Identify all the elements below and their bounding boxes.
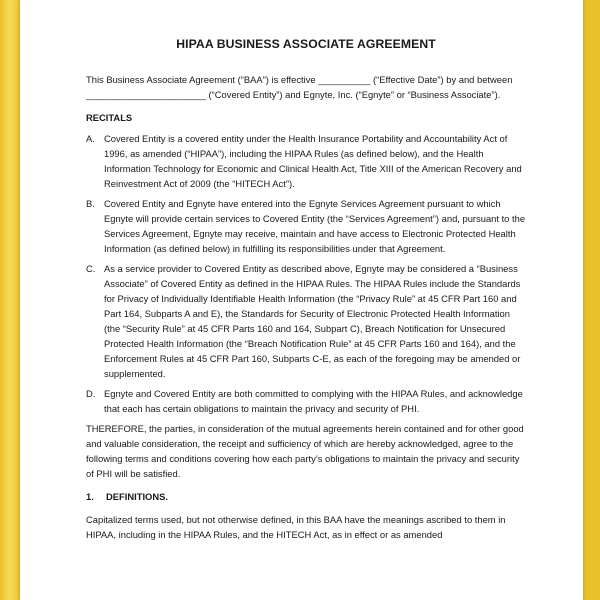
intro-text-2: (“Effective Date”) by and between (370, 74, 513, 85)
recital-marker: C. (86, 263, 96, 274)
effective-date-blank: __________ (318, 74, 371, 85)
recital-text: As a service provider to Covered Entity as described above, Egnyte may be considered a “Business Associate” of Covered Entity as defined in the HIPAA Rules. The HIPAA Rules include the Standards for Privacy of Individually Identifiable Health Information (the “Privacy Rule” at 45 CFR Part 160 and Part 164, Subparts A and E), the Standards for Security of Electronic Protected Health Information (the “Security Rule” at 45 CFR Parts 160 and 164, Subpart C), Breach Notification for Unsecured Protected Health Information (the “Breach Notification Rule” at 45 CFR Parts 160 and 164), and the Enforcement Rules at 45 CFR Part 160, Subparts C-E, as each of the foregoing may be amended or supplemented. (104, 263, 521, 379)
document-page (20, 0, 583, 600)
recital-d (86, 386, 526, 416)
recital-text: Covered Entity and Egnyte have entered into the Egnyte Services Agreement pursuant to which Egnyte will provide certain services to Covered Entity (the “Services Agreement”) and, pursuant to the Services Agreement, Egnyte may receive, maintain and have access to Electronic Protected Health Information (as defined below) in fulfilling its responsibilities under that Agreement. (104, 198, 526, 254)
recital-text: Covered Entity is a covered entity under the Health Insurance Portability and Accountability Act of 1996, as amended (“HIPAA”), including the HIPAA Rules (as defined below), and the Health Information Technology for Economic and Clinical Health Act, Title XIII of the American Recovery and Reinvestment Act of 2009 (the “HITECH Act”). (104, 133, 522, 189)
recital-b (86, 196, 526, 256)
intro-text-1: This Business Associate Agreement (“BAA”) is effective (86, 74, 319, 85)
recital-c (86, 261, 526, 381)
therefore-paragraph: THEREFORE, the parties, in consideration of the mutual agreements herein contained and for other good and valuable consideration, the receipt and sufficiency of which are hereby acknowledged, agree to the following terms and conditions covering how each party’s obligations to maintain the privacy and security of PHI will be satisfied. (86, 423, 524, 479)
recital-marker: D. (86, 388, 96, 399)
definitions-paragraph: Capitalized terms used, but not otherwise defined, in this BAA have the meanings ascribed to them in HIPAA, including in the HIPAA Rules, and the HITECH Act, as in effect or as amended (86, 514, 506, 540)
recitals-heading: RECITALS (86, 112, 133, 123)
recital-a (86, 131, 526, 191)
section-1-heading (86, 489, 526, 504)
section-number: 1. (86, 491, 94, 502)
recital-text: Egnyte and Covered Entity are both committed to complying with the HIPAA Rules, and acknowledge that each has certain obligations to maintain the privacy and security of PHI. (104, 388, 523, 414)
document-title: HIPAA BUSINESS ASSOCIATE AGREEMENT (176, 37, 436, 51)
intro-paragraph (86, 72, 526, 102)
covered-entity-blank: _______________________ (86, 89, 206, 100)
section-title: DEFINITIONS. (106, 491, 168, 502)
document-body (86, 36, 526, 542)
recital-marker: A. (86, 133, 95, 144)
recital-marker: B. (86, 198, 95, 209)
intro-text-3: (“Covered Entity”) and Egnyte, Inc. (“Egnyte” or “Business Associate”). (205, 89, 501, 100)
